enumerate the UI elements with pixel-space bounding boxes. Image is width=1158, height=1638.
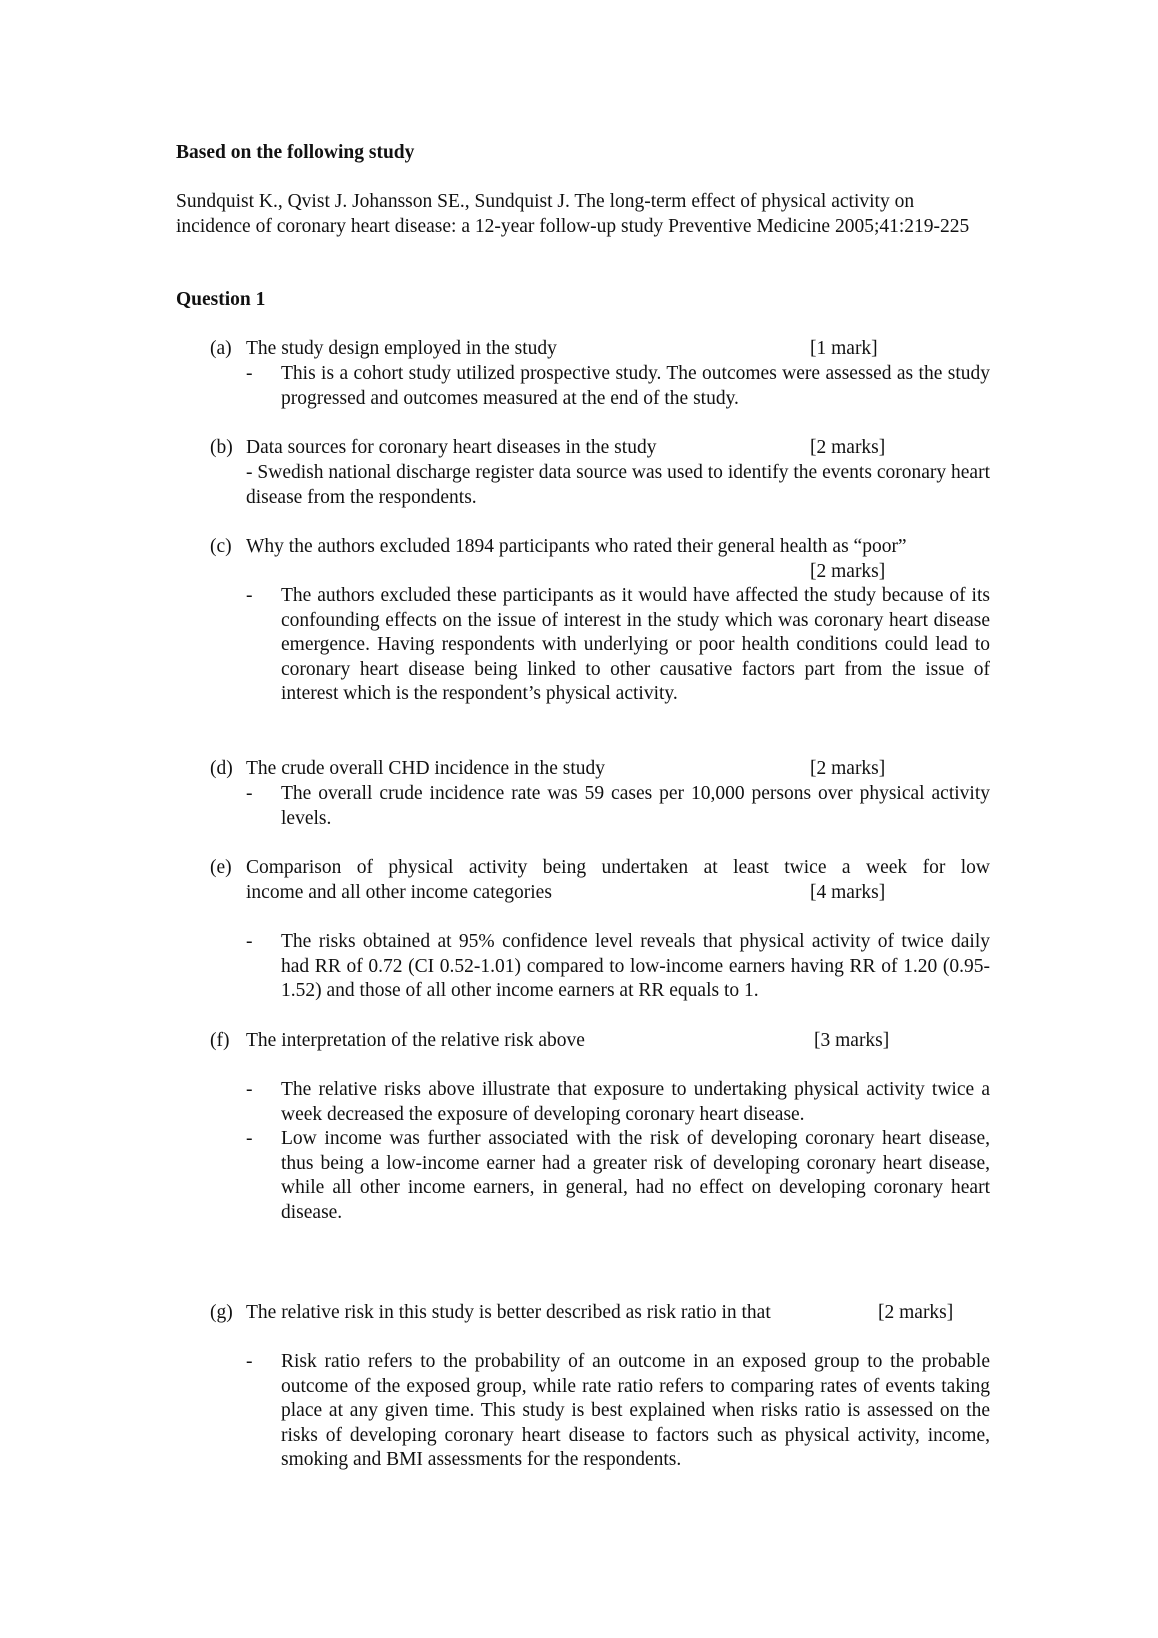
answer-f-1-text: The relative risks above illustrate that exposure to undertaking physical activity twice a week decreased the exposure of developing coronary heart disease. [281, 1079, 990, 1125]
answer-e-1-text: The risks obtained at 95% confidence level reveals that physical activity of twice daily had RR of 0.72 (CI 0.52-1.01) compared to low-income earners having RR of 1.20 (0.95-1.52) and those of all other income earners at RR equals to 1. [281, 931, 990, 1002]
question-f-marks: [3 marks] [814, 1030, 890, 1051]
question-g-marks: [2 marks] [878, 1302, 954, 1323]
question-a-prompt: The study design employed in the study [246, 338, 557, 359]
answer-b-text: - Swedish national discharge register data source was used to identify the events coronary heart disease from the respondents. [246, 462, 990, 508]
bullet-dash: - [246, 585, 253, 606]
question-c-letter: (c) [210, 536, 232, 557]
question-d-prompt: The crude overall CHD incidence in the study [246, 758, 606, 779]
bullet-dash: - [246, 1351, 253, 1372]
question-a-letter: (a) [210, 338, 232, 359]
question-c-marks: [2 marks] [810, 561, 886, 582]
question-f-prompt: The interpretation of the relative risk above [246, 1030, 585, 1051]
answer-f-2 [246, 1127, 990, 1225]
question-e-marks: [4 marks] [810, 882, 886, 903]
bullet-dash: - [246, 783, 253, 804]
question-a-marks: [1 mark] [810, 338, 878, 359]
bullet-dash: - [246, 931, 253, 952]
question-g-prompt: The relative risk in this study is better described as risk ratio in that [246, 1302, 771, 1323]
question-e-prompt-line2: income and all other income categories [246, 882, 552, 903]
answer-d-1-text: The overall crude incidence rate was 59 cases per 10,000 persons over physical activity levels. [281, 783, 990, 829]
answer-a-1-text: This is a cohort study utilized prospective study. The outcomes were assessed as the study progressed and outcomes measured at the end of the study. [281, 363, 990, 409]
question-d-letter: (d) [210, 758, 233, 779]
question-b-prompt: Data sources for coronary heart diseases in the study [246, 437, 657, 458]
question-g-letter: (g) [210, 1302, 233, 1323]
question-b-letter: (b) [210, 437, 233, 458]
answer-c-1-text: The authors excluded these participants as it would have affected the study because of its confounding effects on the issue of interest in the study which was coronary heart disease emergence. Having respondents with underlying or poor health conditions could lead to coronary heart disease being linked to other causative factors part from the issue of interest which is the respondent’s physical activity. [281, 585, 990, 705]
bullet-dash: - [246, 363, 253, 384]
question-e-letter: (e) [210, 857, 232, 878]
bullet-dash: - [246, 1079, 253, 1100]
study-citation: Sundquist K., Qvist J. Johansson SE., Sundquist J. The long-term effect of physical activity on incidence of coronary heart disease: a 12-year follow-up study Preventive Medicine 2005;41:219-225 [176, 191, 970, 237]
question-e-prompt-line1: Comparison of physical activity being undertaken at least twice a week for low [246, 857, 990, 878]
intro-heading: Based on the following study [176, 142, 415, 163]
answer-e-1 [246, 930, 990, 1004]
answer-g-1-text: Risk ratio refers to the probability of an outcome in an exposed group to the probable outcome of the exposed group, while rate ratio refers to comparing rates of events taking place at any given time. This study is best explained when risks ratio is assessed on the risks of developing coronary heart disease to factors such as physical activity, income, smoking and BMI assessments for the respondents. [281, 1351, 990, 1471]
answer-c-1 [246, 584, 990, 707]
question-d-marks: [2 marks] [810, 758, 886, 779]
answer-g-1 [246, 1350, 990, 1473]
answer-f-1 [246, 1078, 990, 1127]
question-title: Question 1 [176, 289, 266, 310]
answer-a-1 [246, 362, 990, 411]
question-f-letter: (f) [210, 1030, 230, 1051]
bullet-dash: - [246, 1128, 253, 1149]
question-c-prompt: Why the authors excluded 1894 participants who rated their general health as “poor” [246, 536, 907, 557]
answer-f-2-text: Low income was further associated with the risk of developing coronary heart disease, thus being a low-income earner had a greater risk of developing coronary heart disease, while all other income earners, in general, had no effect on developing coronary heart disease. [281, 1128, 990, 1223]
question-b-marks: [2 marks] [810, 437, 886, 458]
answer-d-1 [246, 782, 990, 831]
